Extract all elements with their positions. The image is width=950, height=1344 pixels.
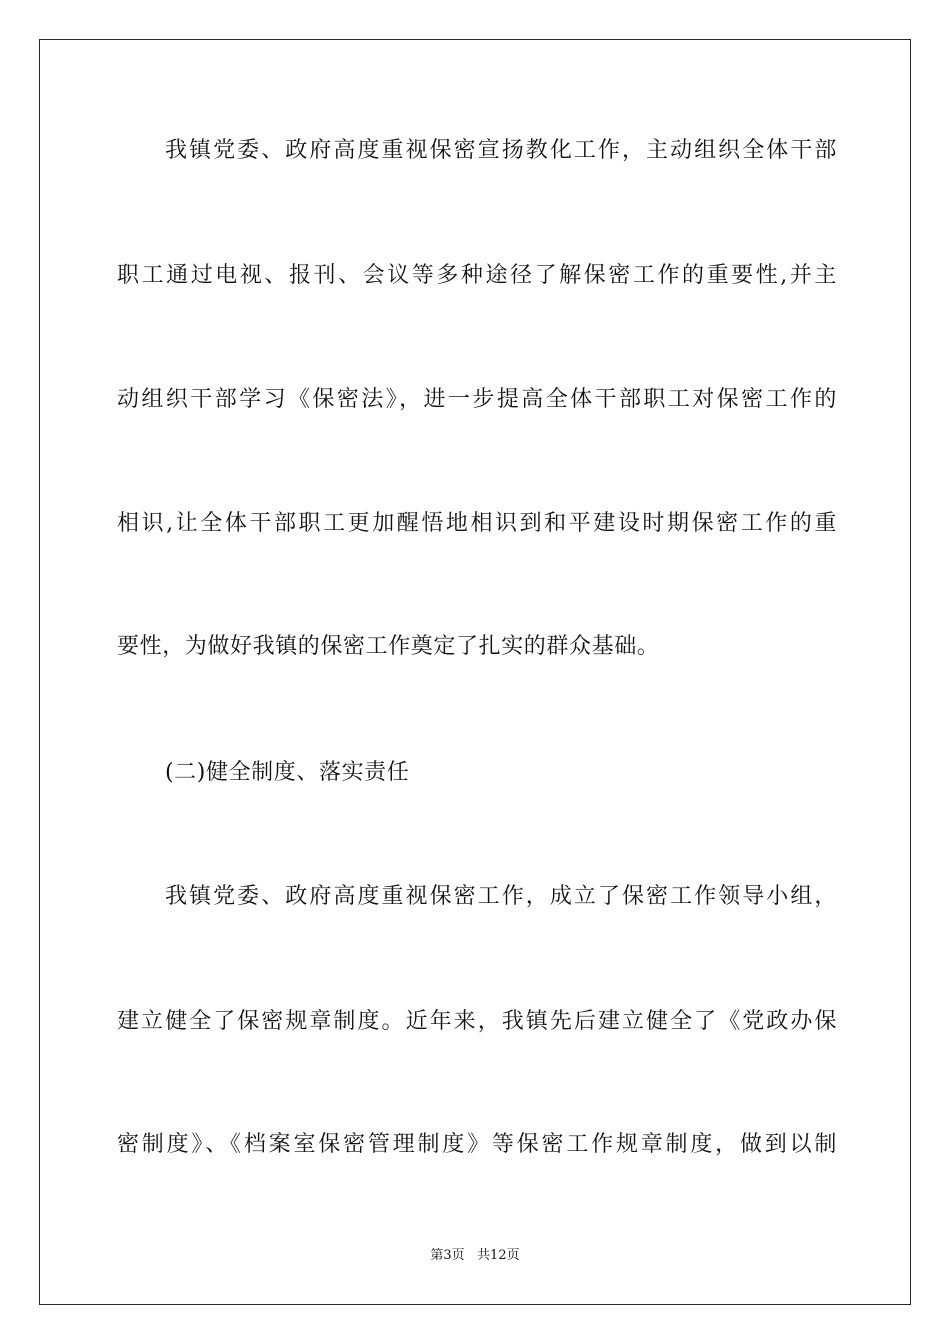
page-border [39,39,911,1305]
paragraph-line: 密制度》、《档案室保密管理制度》等保密工作规章制度，做到以制 [117,1132,837,1157]
paragraph-line: 相识,让全体干部职工更加醒悟地相识到和平建设时期保密工作的重 [117,511,837,536]
paragraph-line: 我镇党委、政府高度重视保密宣扬教化工作，主动组织全体干部 [165,138,837,163]
section-heading: (二)健全制度、落实责任 [165,760,410,785]
paragraph-line: 职工通过电视、报刊、会议等多种途径了解保密工作的重要性,并主 [117,263,837,288]
paragraph-line: 要性，为做好我镇的保密工作奠定了扎实的群众基础。 [117,634,660,659]
paragraph-line: 我镇党委、政府高度重视保密工作，成立了保密工作领导小组， [165,884,837,909]
paragraph-line: 动组织干部学习《保密法》，进一步提高全体干部职工对保密工作的 [117,387,837,412]
page-footer: 第3页 共12页 [430,1248,520,1263]
paragraph-line: 建立健全了保密规章制度。近年来，我镇先后建立健全了《党政办保 [117,1009,837,1034]
